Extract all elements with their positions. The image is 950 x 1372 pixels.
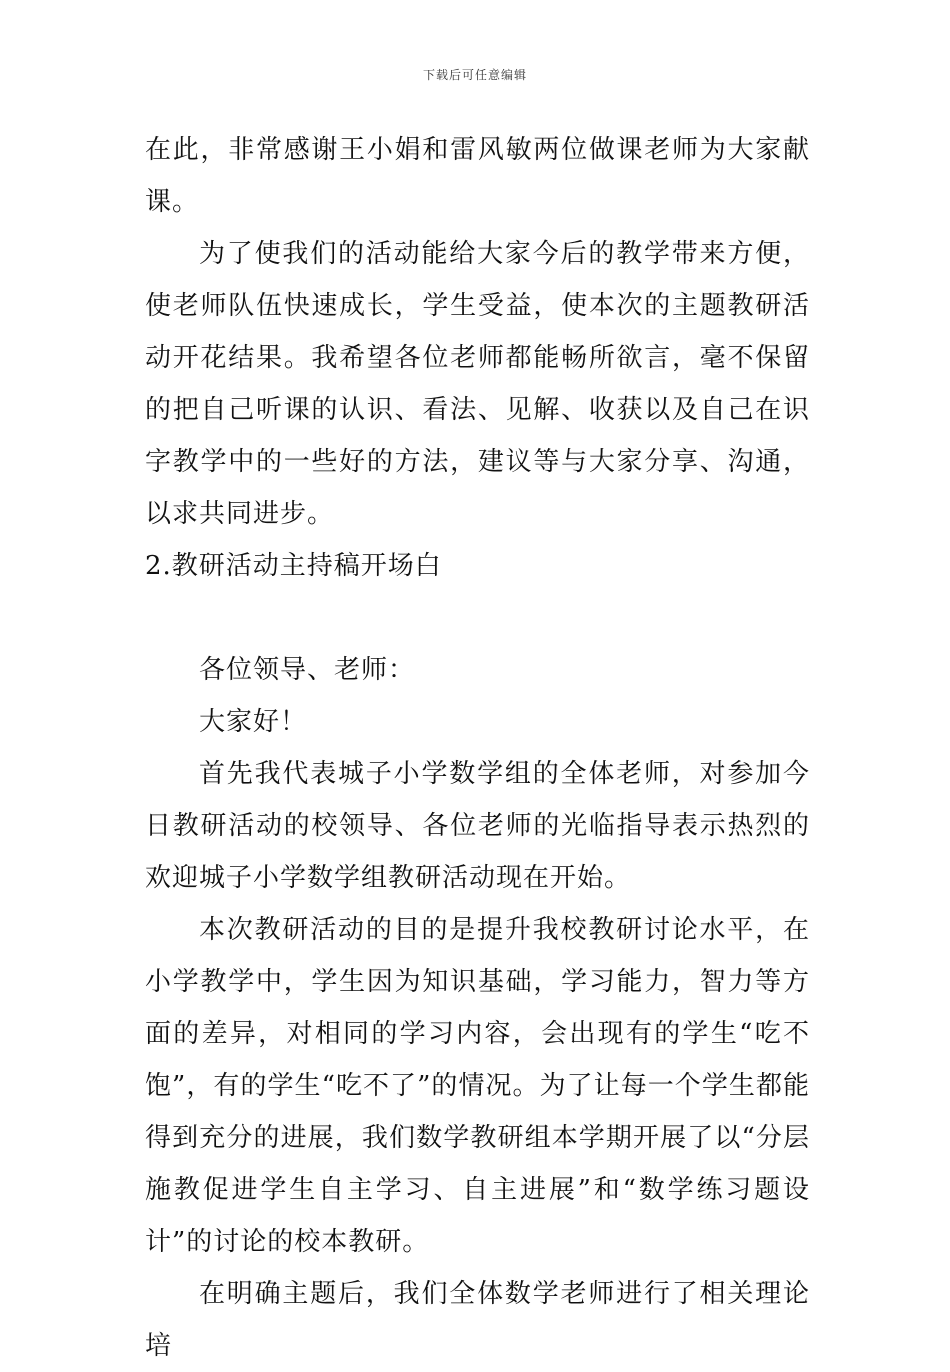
paragraph-thanks: 在此，非常感谢王小娟和雷风敏两位做课老师为大家献课。 <box>145 135 810 217</box>
paragraph-purpose: 本次教研活动的目的是提升我校教研讨论水平，在小学教学中，学生因为知识基础，学习能力，智力等方面的差异，对相同的学习内容，会出现有的学生“吃不饱”，有的学生“吃不了”的情况。为了让每一个学生都能得到充分的进展，我们数学教研组本学期开展了以“分层施教促进学生自主学习、自主进展”和“数学练习题设计”的讨论的校本教研。 <box>145 915 810 1257</box>
blank-line <box>145 592 810 644</box>
paragraph-closing-remarks: 为了使我们的活动能给大家今后的教学带来方便，使老师队伍快速成长，学生受益，使本次的主题教研活动开花结果。我希望各位老师都能畅所欲言，毫不保留的把自己听课的认识、看法、见解、收获以及自己在识字教学中的一些好的方法，建议等与大家分享、沟通，以求共同进步。 <box>145 239 810 529</box>
section-heading: 2.教研活动主持稿开场白 <box>145 551 442 581</box>
greeting: 大家好！ <box>199 707 308 737</box>
salutation: 各位领导、老师： <box>199 655 416 685</box>
paragraph-training: 在明确主题后，我们全体数学老师进行了相关理论培 <box>145 1279 810 1361</box>
paragraph-welcome: 首先我代表城子小学数学组的全体老师，对参加今日教研活动的校领导、各位老师的光临指导表示热烈的欢迎城子小学数学组教研活动现在开始。 <box>145 759 810 893</box>
document-body <box>145 124 810 1372</box>
header-note: 下载后可任意编辑 <box>422 68 527 82</box>
